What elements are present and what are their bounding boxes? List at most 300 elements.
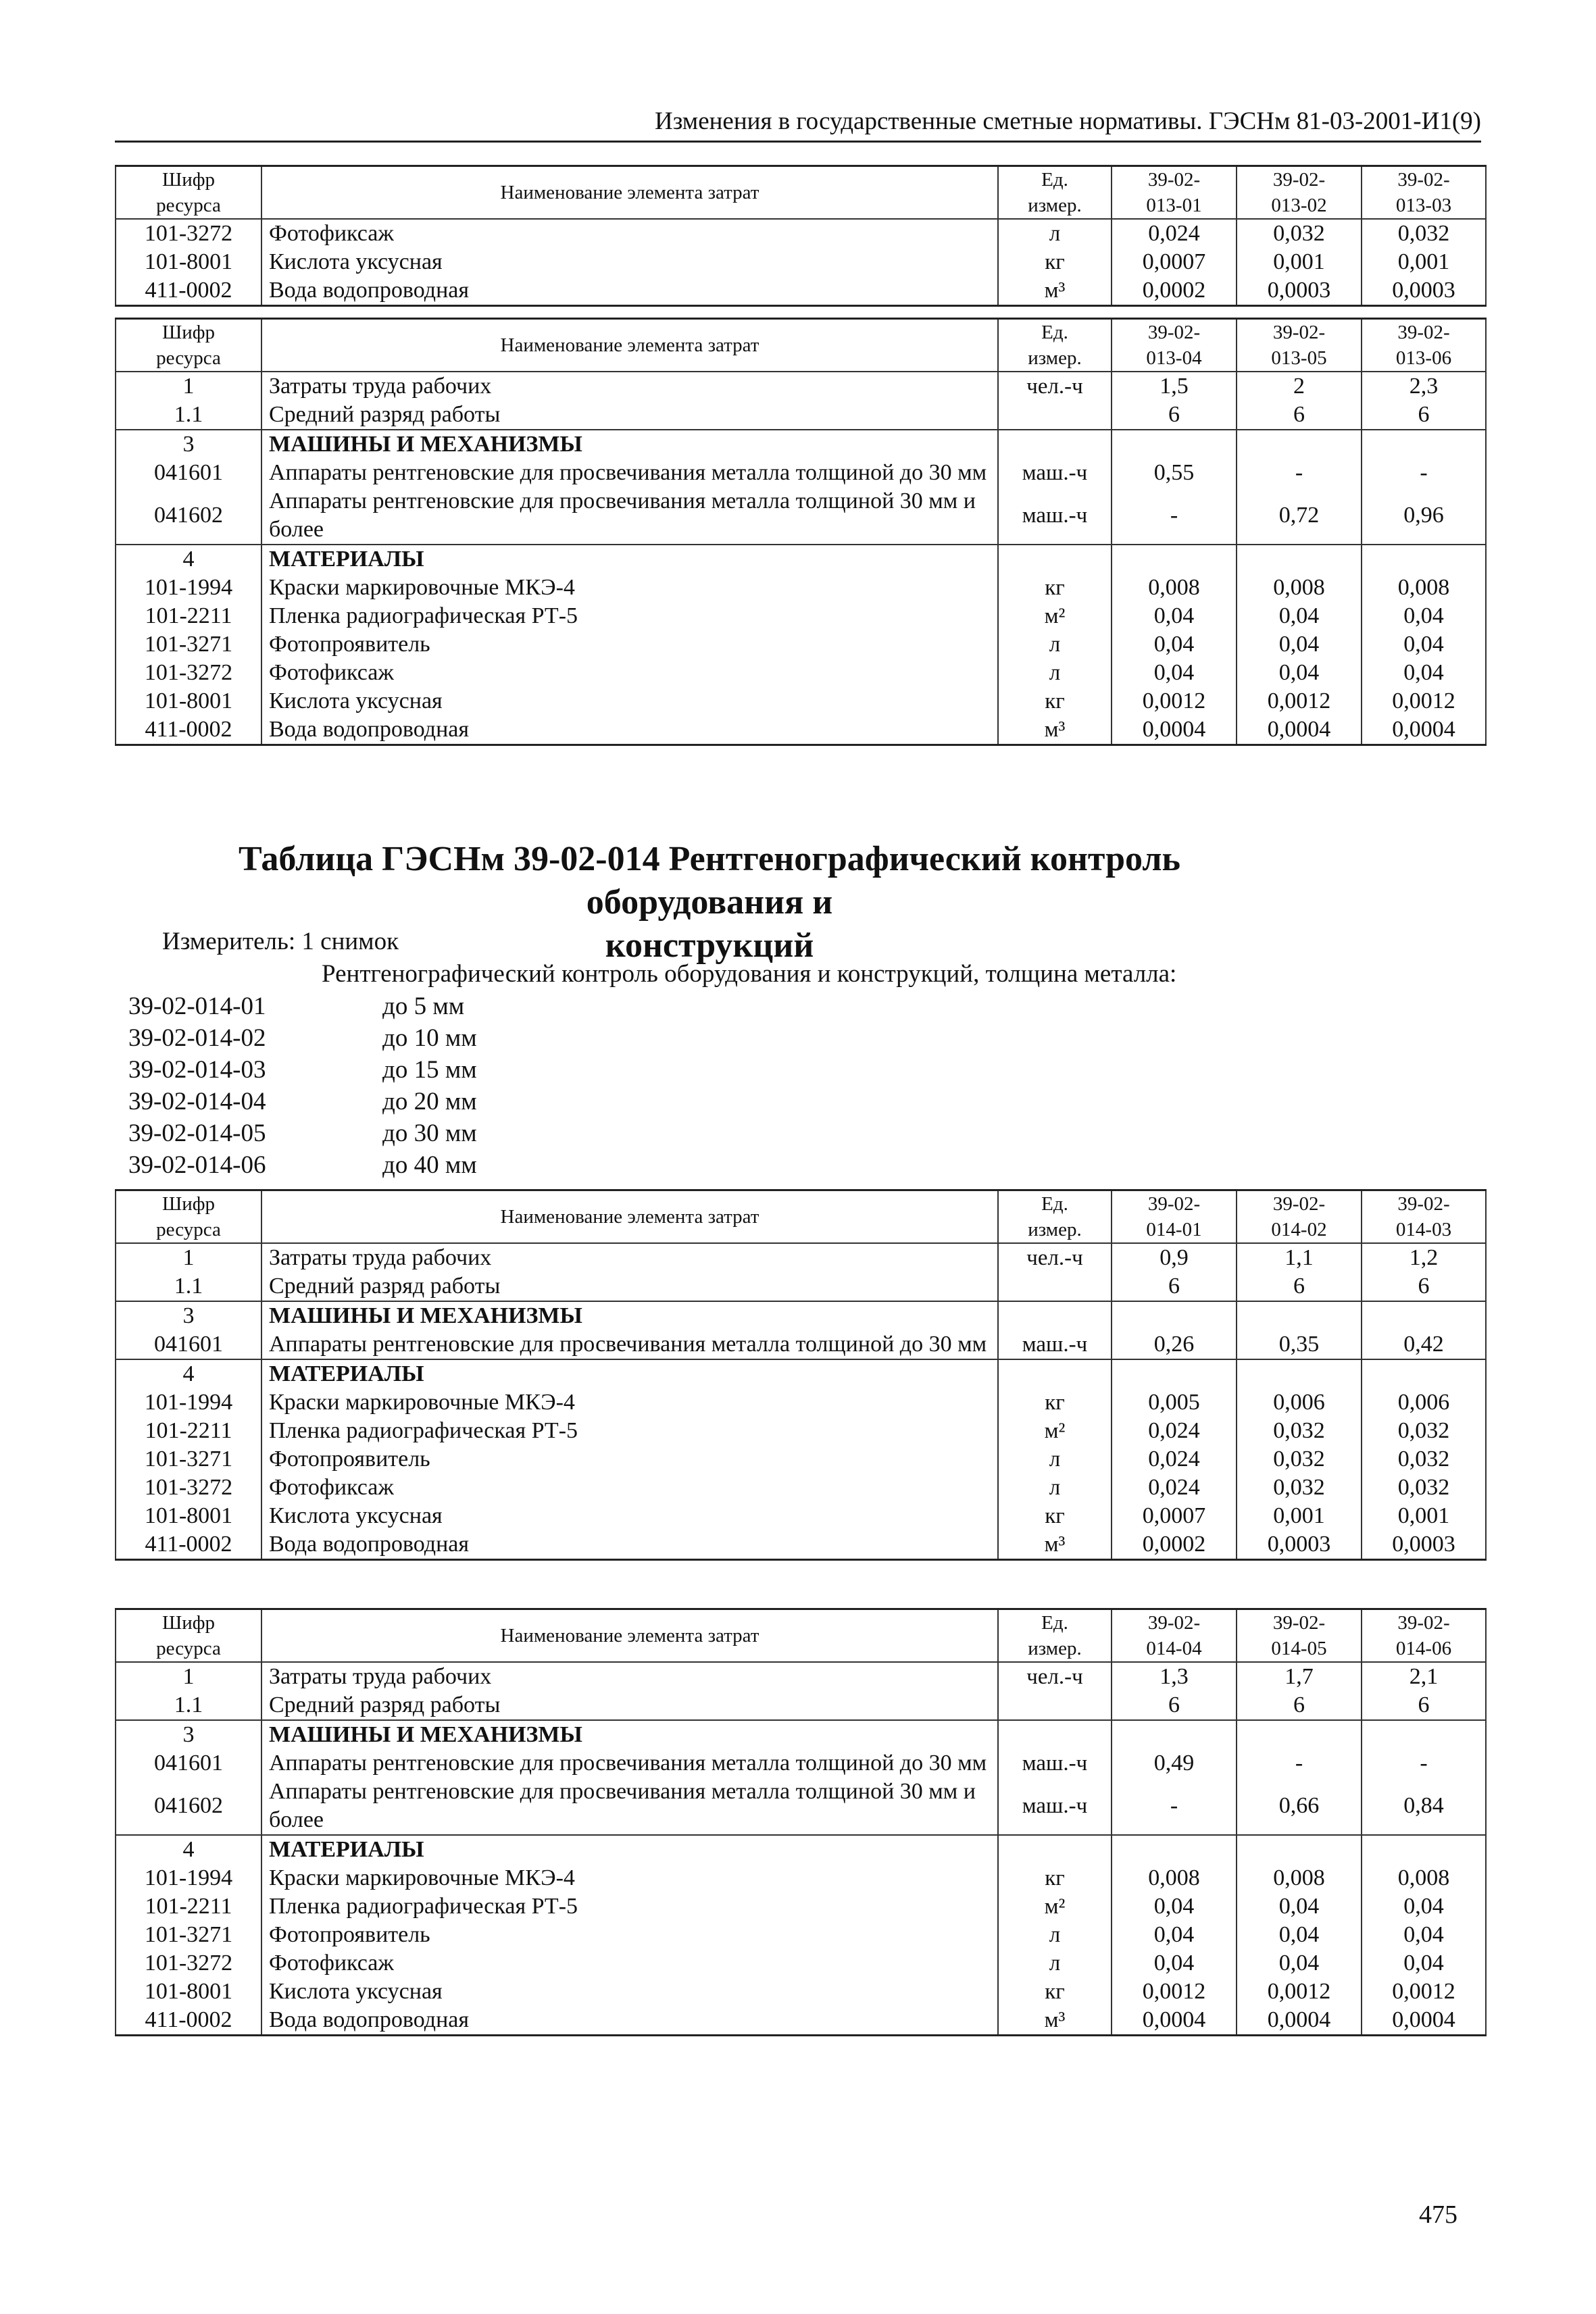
header-unit bbox=[998, 1609, 1112, 1663]
resource-code: 3 bbox=[116, 430, 261, 459]
header-code bbox=[116, 1190, 261, 1244]
resource-code: 411-0002 bbox=[116, 1530, 261, 1560]
norm-value: 1,5 bbox=[1112, 372, 1237, 401]
header-name: Наименование элемента затрат bbox=[261, 319, 998, 372]
cost-element-name: Пленка радиографическая РТ-5 bbox=[261, 1892, 998, 1921]
norm-value: 0,04 bbox=[1362, 630, 1486, 659]
section-heading: МАТЕРИАЛЫ bbox=[261, 545, 998, 574]
header-norm-code bbox=[1237, 1190, 1362, 1244]
cost-element-name: Затраты труда рабочих bbox=[261, 1243, 998, 1272]
resource-code: 4 bbox=[116, 545, 261, 574]
norm-value: 2 bbox=[1237, 372, 1362, 401]
header-norm-code-a: 39-02- bbox=[1272, 1612, 1326, 1634]
cost-element-name: Кислота уксусная bbox=[261, 1502, 998, 1530]
cost-element-name: Аппараты рентгеновские для просвечивания металла толщиной 30 мм и более bbox=[261, 487, 998, 545]
table-row bbox=[116, 1330, 1486, 1359]
unit-cell bbox=[998, 401, 1112, 430]
cost-element-name: Краски маркировочные МКЭ-4 bbox=[261, 574, 998, 602]
norm-value: 0,35 bbox=[1237, 1330, 1362, 1359]
norm-value bbox=[1112, 1301, 1237, 1330]
header-code bbox=[116, 166, 261, 220]
unit-cell bbox=[998, 1301, 1112, 1330]
header-unit-line2: измер. bbox=[1028, 1219, 1082, 1240]
resource-code: 411-0002 bbox=[116, 2006, 261, 2036]
norm-value: 0,0003 bbox=[1237, 1530, 1362, 1560]
code-list-item bbox=[128, 1149, 477, 1181]
table-row bbox=[116, 545, 1486, 574]
unit-cell: кг bbox=[998, 1502, 1112, 1530]
norm-value: 0,84 bbox=[1362, 1778, 1486, 1835]
unit-cell: кг bbox=[998, 1864, 1112, 1892]
resource-code: 101-3271 bbox=[116, 630, 261, 659]
resource-code: 101-3271 bbox=[116, 1445, 261, 1474]
resource-code: 3 bbox=[116, 1720, 261, 1749]
norm-value: 0,0012 bbox=[1362, 687, 1486, 715]
norm-value: 0,04 bbox=[1362, 1921, 1486, 1949]
unit-cell: чел.-ч bbox=[998, 1243, 1112, 1272]
unit-cell: маш.-ч bbox=[998, 487, 1112, 545]
norm-value: 1,7 bbox=[1237, 1662, 1362, 1691]
norm-value bbox=[1362, 430, 1486, 459]
norm-value: 0,0002 bbox=[1112, 276, 1237, 306]
norm-value: 0,024 bbox=[1112, 219, 1237, 248]
resource-code: 101-8001 bbox=[116, 1502, 261, 1530]
norm-value: 0,0007 bbox=[1112, 248, 1237, 276]
resource-code: 101-1994 bbox=[116, 574, 261, 602]
resource-code: 101-8001 bbox=[116, 687, 261, 715]
unit-cell: л bbox=[998, 659, 1112, 687]
norm-value: 6 bbox=[1362, 1691, 1486, 1720]
norm-value: 6 bbox=[1112, 401, 1237, 430]
header-norm-code-b: 013-01 bbox=[1146, 195, 1202, 216]
table-row bbox=[116, 372, 1486, 401]
section-title-line2: конструкций bbox=[605, 926, 814, 965]
norm-value: 0,005 bbox=[1112, 1388, 1237, 1417]
norm-value: 6 bbox=[1237, 1272, 1362, 1301]
cost-element-name: Краски маркировочные МКЭ-4 bbox=[261, 1864, 998, 1892]
unit-cell bbox=[998, 1720, 1112, 1749]
unit-cell: м² bbox=[998, 1417, 1112, 1445]
norm-value bbox=[1362, 1720, 1486, 1749]
header-norm-code bbox=[1237, 1609, 1362, 1663]
norm-value: - bbox=[1237, 1749, 1362, 1778]
cost-table bbox=[115, 1189, 1487, 1561]
norm-value: 0,032 bbox=[1362, 1474, 1486, 1502]
resource-code: 101-3272 bbox=[116, 1474, 261, 1502]
header-norm-code-a: 39-02- bbox=[1272, 1193, 1326, 1215]
unit-cell bbox=[998, 545, 1112, 574]
table-row bbox=[116, 1720, 1486, 1749]
unit-cell: м³ bbox=[998, 715, 1112, 745]
norm-value: 0,04 bbox=[1237, 659, 1362, 687]
unit-cell bbox=[998, 1359, 1112, 1388]
table-row bbox=[116, 1691, 1486, 1720]
table-row bbox=[116, 487, 1486, 545]
cost-element-name: Средний разряд работы bbox=[261, 1272, 998, 1301]
table-row bbox=[116, 1359, 1486, 1388]
unit-cell: маш.-ч bbox=[998, 1330, 1112, 1359]
norm-value: 0,0004 bbox=[1112, 2006, 1237, 2036]
header-norm-code-b: 014-02 bbox=[1271, 1219, 1327, 1240]
unit-cell: л bbox=[998, 1921, 1112, 1949]
code-list-item bbox=[128, 1054, 477, 1086]
table-row bbox=[116, 1892, 1486, 1921]
unit-cell: чел.-ч bbox=[998, 1662, 1112, 1691]
unit-cell: кг bbox=[998, 574, 1112, 602]
norm-value: 0,0004 bbox=[1237, 715, 1362, 745]
resource-code: 1.1 bbox=[116, 1272, 261, 1301]
norm-value: 0,04 bbox=[1237, 630, 1362, 659]
norm-value: 0,26 bbox=[1112, 1330, 1237, 1359]
header-norm-code-b: 013-04 bbox=[1146, 347, 1202, 369]
norm-value: 6 bbox=[1362, 401, 1486, 430]
header-norm-code-b: 013-05 bbox=[1271, 347, 1327, 369]
cost-element-name: Аппараты рентгеновские для просвечивания металла толщиной 30 мм и более bbox=[261, 1778, 998, 1835]
running-header: Изменения в государственные сметные нормативы. ГЭСНм 81-03-2001-И1(9) bbox=[115, 107, 1481, 143]
cost-table bbox=[115, 1608, 1487, 2036]
header-norm-code-a: 39-02- bbox=[1147, 1193, 1201, 1215]
resource-code: 041601 bbox=[116, 1330, 261, 1359]
unit-cell: кг bbox=[998, 687, 1112, 715]
resource-code: 101-8001 bbox=[116, 248, 261, 276]
header-norm-code bbox=[1112, 1609, 1237, 1663]
norm-desc: до 5 мм bbox=[382, 992, 465, 1020]
unit-cell bbox=[998, 1835, 1112, 1864]
unit-cell: л bbox=[998, 1445, 1112, 1474]
unit-cell: чел.-ч bbox=[998, 372, 1112, 401]
header-unit-line1: Ед. bbox=[1041, 322, 1068, 343]
cost-element-name: Вода водопроводная bbox=[261, 1530, 998, 1560]
table-header-row bbox=[116, 1190, 1486, 1244]
norm-desc: до 10 мм bbox=[382, 1024, 477, 1052]
norm-value: 0,032 bbox=[1237, 219, 1362, 248]
cost-element-name: Вода водопроводная bbox=[261, 276, 998, 306]
header-code-line1: Шифр bbox=[161, 1193, 216, 1215]
header-name: Наименование элемента затрат bbox=[261, 1609, 998, 1663]
norm-value bbox=[1362, 1359, 1486, 1388]
norm-value bbox=[1237, 1720, 1362, 1749]
norm-value: 0,032 bbox=[1237, 1474, 1362, 1502]
section-heading: МАШИНЫ И МЕХАНИЗМЫ bbox=[261, 1301, 998, 1330]
unit-cell: маш.-ч bbox=[998, 459, 1112, 487]
resource-code: 101-8001 bbox=[116, 1978, 261, 2006]
norm-value: 0,032 bbox=[1237, 1417, 1362, 1445]
norm-value: 0,0004 bbox=[1362, 715, 1486, 745]
norm-value: - bbox=[1237, 459, 1362, 487]
norm-desc: до 40 мм bbox=[382, 1151, 477, 1179]
header-norm-code-a: 39-02- bbox=[1147, 169, 1201, 191]
code-list-item bbox=[128, 990, 477, 1022]
table-row bbox=[116, 459, 1486, 487]
norm-value: 0,032 bbox=[1362, 1445, 1486, 1474]
resource-code: 041601 bbox=[116, 1749, 261, 1778]
norm-value: 0,04 bbox=[1362, 659, 1486, 687]
norm-desc: до 20 мм bbox=[382, 1088, 477, 1115]
header-code-line2: ресурса bbox=[156, 195, 221, 216]
resource-code: 411-0002 bbox=[116, 715, 261, 745]
cost-element-name: Аппараты рентгеновские для просвечивания металла толщиной до 30 мм bbox=[261, 459, 998, 487]
norm-code: 39-02-014-02 bbox=[128, 1024, 266, 1052]
norm-value: 0,0012 bbox=[1237, 687, 1362, 715]
norm-desc: до 30 мм bbox=[382, 1120, 477, 1147]
table-row bbox=[116, 1778, 1486, 1835]
table-row bbox=[116, 1864, 1486, 1892]
norm-value: 0,72 bbox=[1237, 487, 1362, 545]
unit-cell bbox=[998, 1272, 1112, 1301]
header-norm-code-a: 39-02- bbox=[1272, 322, 1326, 343]
unit-cell bbox=[998, 1691, 1112, 1720]
norm-value: - bbox=[1362, 1749, 1486, 1778]
norm-value bbox=[1112, 1720, 1237, 1749]
norm-value: 0,0002 bbox=[1112, 1530, 1237, 1560]
header-name: Наименование элемента затрат bbox=[261, 1190, 998, 1244]
header-norm-code-b: 014-05 bbox=[1271, 1638, 1327, 1659]
norm-value: 0,9 bbox=[1112, 1243, 1237, 1272]
norm-value: 0,001 bbox=[1237, 1502, 1362, 1530]
header-norm-code-b: 013-02 bbox=[1271, 195, 1327, 216]
header-norm-code bbox=[1112, 319, 1237, 372]
unit-cell: л bbox=[998, 219, 1112, 248]
norm-value bbox=[1362, 1835, 1486, 1864]
norm-value: 0,008 bbox=[1237, 574, 1362, 602]
resource-code: 101-2211 bbox=[116, 1892, 261, 1921]
norm-value: 0,0012 bbox=[1237, 1978, 1362, 2006]
header-norm-code bbox=[1237, 166, 1362, 220]
norm-value bbox=[1362, 545, 1486, 574]
header-norm-code bbox=[1112, 1190, 1237, 1244]
header-code-line2: ресурса bbox=[156, 1638, 221, 1659]
header-norm-code-b: 013-06 bbox=[1395, 347, 1452, 369]
norm-value bbox=[1112, 545, 1237, 574]
unit-cell: м² bbox=[998, 1892, 1112, 1921]
resource-code: 041602 bbox=[116, 1778, 261, 1835]
norm-value bbox=[1237, 1359, 1362, 1388]
norm-value: 0,96 bbox=[1362, 487, 1486, 545]
table-header-row bbox=[116, 1609, 1486, 1663]
cost-element-name: Фотофиксаж bbox=[261, 1474, 998, 1502]
norm-value: 0,008 bbox=[1362, 574, 1486, 602]
norm-value: 0,001 bbox=[1362, 248, 1486, 276]
table-row bbox=[116, 602, 1486, 630]
resource-code: 101-3272 bbox=[116, 219, 261, 248]
unit-cell: л bbox=[998, 1474, 1112, 1502]
header-norm-code-a: 39-02- bbox=[1397, 322, 1450, 343]
table-row bbox=[116, 1978, 1486, 2006]
table-row bbox=[116, 574, 1486, 602]
cost-element-name: Фотопроявитель bbox=[261, 1445, 998, 1474]
norm-value: 0,04 bbox=[1112, 630, 1237, 659]
resource-code: 1.1 bbox=[116, 1691, 261, 1720]
norm-code: 39-02-014-03 bbox=[128, 1056, 266, 1084]
table-row bbox=[116, 1502, 1486, 1530]
norm-code: 39-02-014-04 bbox=[128, 1088, 266, 1115]
norm-value: 0,024 bbox=[1112, 1417, 1237, 1445]
table-row bbox=[116, 1921, 1486, 1949]
meter-text: Измеритель: 1 снимок bbox=[162, 928, 399, 955]
norm-value: 0,0007 bbox=[1112, 1502, 1237, 1530]
resource-code: 041602 bbox=[116, 487, 261, 545]
header-unit bbox=[998, 1190, 1112, 1244]
header-norm-code-b: 014-01 bbox=[1146, 1219, 1202, 1240]
norm-value bbox=[1112, 430, 1237, 459]
code-list-item bbox=[128, 1086, 477, 1117]
norm-value: - bbox=[1112, 487, 1237, 545]
norm-value bbox=[1112, 1359, 1237, 1388]
norm-value: 1,3 bbox=[1112, 1662, 1237, 1691]
cost-element-name: Фотофиксаж bbox=[261, 1949, 998, 1978]
cost-element-name: Фотофиксаж bbox=[261, 659, 998, 687]
norm-value: 0,032 bbox=[1362, 1417, 1486, 1445]
header-norm-code-a: 39-02- bbox=[1397, 169, 1450, 191]
cost-element-name: Краски маркировочные МКЭ-4 bbox=[261, 1388, 998, 1417]
header-code-line2: ресурса bbox=[156, 347, 221, 369]
cost-element-name: Фотопроявитель bbox=[261, 1921, 998, 1949]
header-norm-code-a: 39-02- bbox=[1397, 1193, 1450, 1215]
norm-value: - bbox=[1362, 459, 1486, 487]
resource-code: 3 bbox=[116, 1301, 261, 1330]
norm-code: 39-02-014-05 bbox=[128, 1120, 266, 1147]
norm-value: 0,032 bbox=[1362, 219, 1486, 248]
unit-cell: кг bbox=[998, 1978, 1112, 2006]
header-code-line1: Шифр bbox=[161, 1612, 216, 1634]
header-norm-code bbox=[1362, 319, 1486, 372]
resource-code: 4 bbox=[116, 1359, 261, 1388]
norm-value: 0,04 bbox=[1362, 1892, 1486, 1921]
resource-code: 101-3272 bbox=[116, 659, 261, 687]
norm-value: 2,1 bbox=[1362, 1662, 1486, 1691]
norm-value: 0,032 bbox=[1237, 1445, 1362, 1474]
cost-element-name: Вода водопроводная bbox=[261, 715, 998, 745]
norm-value: 0,0012 bbox=[1112, 1978, 1237, 2006]
norm-value: 0,04 bbox=[1362, 1949, 1486, 1978]
header-norm-code-b: 014-06 bbox=[1395, 1638, 1452, 1659]
header-norm-code-a: 39-02- bbox=[1397, 1612, 1450, 1634]
unit-cell: м³ bbox=[998, 2006, 1112, 2036]
norm-value: 2,3 bbox=[1362, 372, 1486, 401]
table-row bbox=[116, 401, 1486, 430]
header-norm-code bbox=[1362, 1609, 1486, 1663]
norm-code: 39-02-014-01 bbox=[128, 992, 266, 1020]
header-unit-line1: Ед. bbox=[1041, 1612, 1068, 1634]
scope-text: Рентгенографический контроль оборудования и конструкций, толщина металла: bbox=[322, 960, 1177, 988]
norm-value: 0,001 bbox=[1237, 248, 1362, 276]
table-row bbox=[116, 1445, 1486, 1474]
table-row bbox=[116, 1662, 1486, 1691]
table-row bbox=[116, 1749, 1486, 1778]
norm-value: 0,024 bbox=[1112, 1445, 1237, 1474]
cost-element-name: Кислота уксусная bbox=[261, 687, 998, 715]
norm-value: 0,0004 bbox=[1362, 2006, 1486, 2036]
resource-code: 101-3271 bbox=[116, 1921, 261, 1949]
cost-table bbox=[115, 165, 1487, 307]
norm-value: 0,006 bbox=[1237, 1388, 1362, 1417]
resource-code: 411-0002 bbox=[116, 276, 261, 306]
norm-value: 0,04 bbox=[1112, 659, 1237, 687]
table-row bbox=[116, 1835, 1486, 1864]
norm-value: 0,04 bbox=[1237, 1892, 1362, 1921]
header-code-line1: Шифр bbox=[161, 169, 216, 191]
resource-code: 101-2211 bbox=[116, 1417, 261, 1445]
header-code bbox=[116, 319, 261, 372]
cost-element-name: Средний разряд работы bbox=[261, 401, 998, 430]
norm-value: 0,0012 bbox=[1112, 687, 1237, 715]
table-row bbox=[116, 687, 1486, 715]
cost-element-name: Кислота уксусная bbox=[261, 248, 998, 276]
norm-value: 0,024 bbox=[1112, 1474, 1237, 1502]
norm-value: 0,006 bbox=[1362, 1388, 1486, 1417]
table-row bbox=[116, 630, 1486, 659]
header-norm-code-a: 39-02- bbox=[1147, 322, 1201, 343]
page-number: 475 bbox=[1419, 2200, 1457, 2229]
table-row bbox=[116, 1949, 1486, 1978]
norm-value: 0,0004 bbox=[1237, 2006, 1362, 2036]
cost-table bbox=[115, 318, 1487, 746]
norm-value: 6 bbox=[1237, 401, 1362, 430]
code-list-item bbox=[128, 1022, 477, 1054]
norm-value: 0,0003 bbox=[1362, 276, 1486, 306]
norm-value: 0,04 bbox=[1237, 1949, 1362, 1978]
resource-code: 101-1994 bbox=[116, 1388, 261, 1417]
cost-element-name: Фотофиксаж bbox=[261, 219, 998, 248]
norm-value: 6 bbox=[1237, 1691, 1362, 1720]
table-row bbox=[116, 659, 1486, 687]
header-norm-code-a: 39-02- bbox=[1272, 169, 1326, 191]
norm-value: 0,008 bbox=[1112, 574, 1237, 602]
section-title-line1: Таблица ГЭСНм 39-02-014 Рентгенографический контроль оборудования и bbox=[238, 840, 1181, 922]
norm-value: 6 bbox=[1112, 1691, 1237, 1720]
unit-cell: л bbox=[998, 1949, 1112, 1978]
norm-value: 1,2 bbox=[1362, 1243, 1486, 1272]
code-list-item bbox=[128, 1117, 477, 1149]
unit-cell: м³ bbox=[998, 276, 1112, 306]
table-row bbox=[116, 276, 1486, 306]
norm-value: 0,55 bbox=[1112, 459, 1237, 487]
unit-cell bbox=[998, 430, 1112, 459]
norm-value: 0,04 bbox=[1112, 1949, 1237, 1978]
table-row bbox=[116, 1301, 1486, 1330]
table-row bbox=[116, 1388, 1486, 1417]
cost-element-name: Затраты труда рабочих bbox=[261, 372, 998, 401]
table-row bbox=[116, 430, 1486, 459]
table-row bbox=[116, 1272, 1486, 1301]
cost-element-name: Фотопроявитель bbox=[261, 630, 998, 659]
table-row bbox=[116, 219, 1486, 248]
cost-element-name: Затраты труда рабочих bbox=[261, 1662, 998, 1691]
code-list bbox=[128, 990, 477, 1181]
cost-element-name: Пленка радиографическая РТ-5 bbox=[261, 1417, 998, 1445]
header-code-line1: Шифр bbox=[161, 322, 216, 343]
table-row bbox=[116, 1243, 1486, 1272]
unit-cell: кг bbox=[998, 1388, 1112, 1417]
norm-value: 0,008 bbox=[1237, 1864, 1362, 1892]
section-heading: МАШИНЫ И МЕХАНИЗМЫ bbox=[261, 1720, 998, 1749]
header-norm-code bbox=[1112, 166, 1237, 220]
resource-code: 041601 bbox=[116, 459, 261, 487]
resource-code: 4 bbox=[116, 1835, 261, 1864]
cost-element-name: Средний разряд работы bbox=[261, 1691, 998, 1720]
cost-element-name: Кислота уксусная bbox=[261, 1978, 998, 2006]
header-name: Наименование элемента затрат bbox=[261, 166, 998, 220]
section-heading: МАШИНЫ И МЕХАНИЗМЫ bbox=[261, 430, 998, 459]
resource-code: 101-2211 bbox=[116, 602, 261, 630]
resource-code: 1 bbox=[116, 1243, 261, 1272]
header-unit bbox=[998, 319, 1112, 372]
norm-value: 0,0004 bbox=[1112, 715, 1237, 745]
norm-value: - bbox=[1112, 1778, 1237, 1835]
cost-element-name: Аппараты рентгеновские для просвечивания металла толщиной до 30 мм bbox=[261, 1749, 998, 1778]
norm-desc: до 15 мм bbox=[382, 1056, 477, 1084]
norm-value bbox=[1237, 1301, 1362, 1330]
